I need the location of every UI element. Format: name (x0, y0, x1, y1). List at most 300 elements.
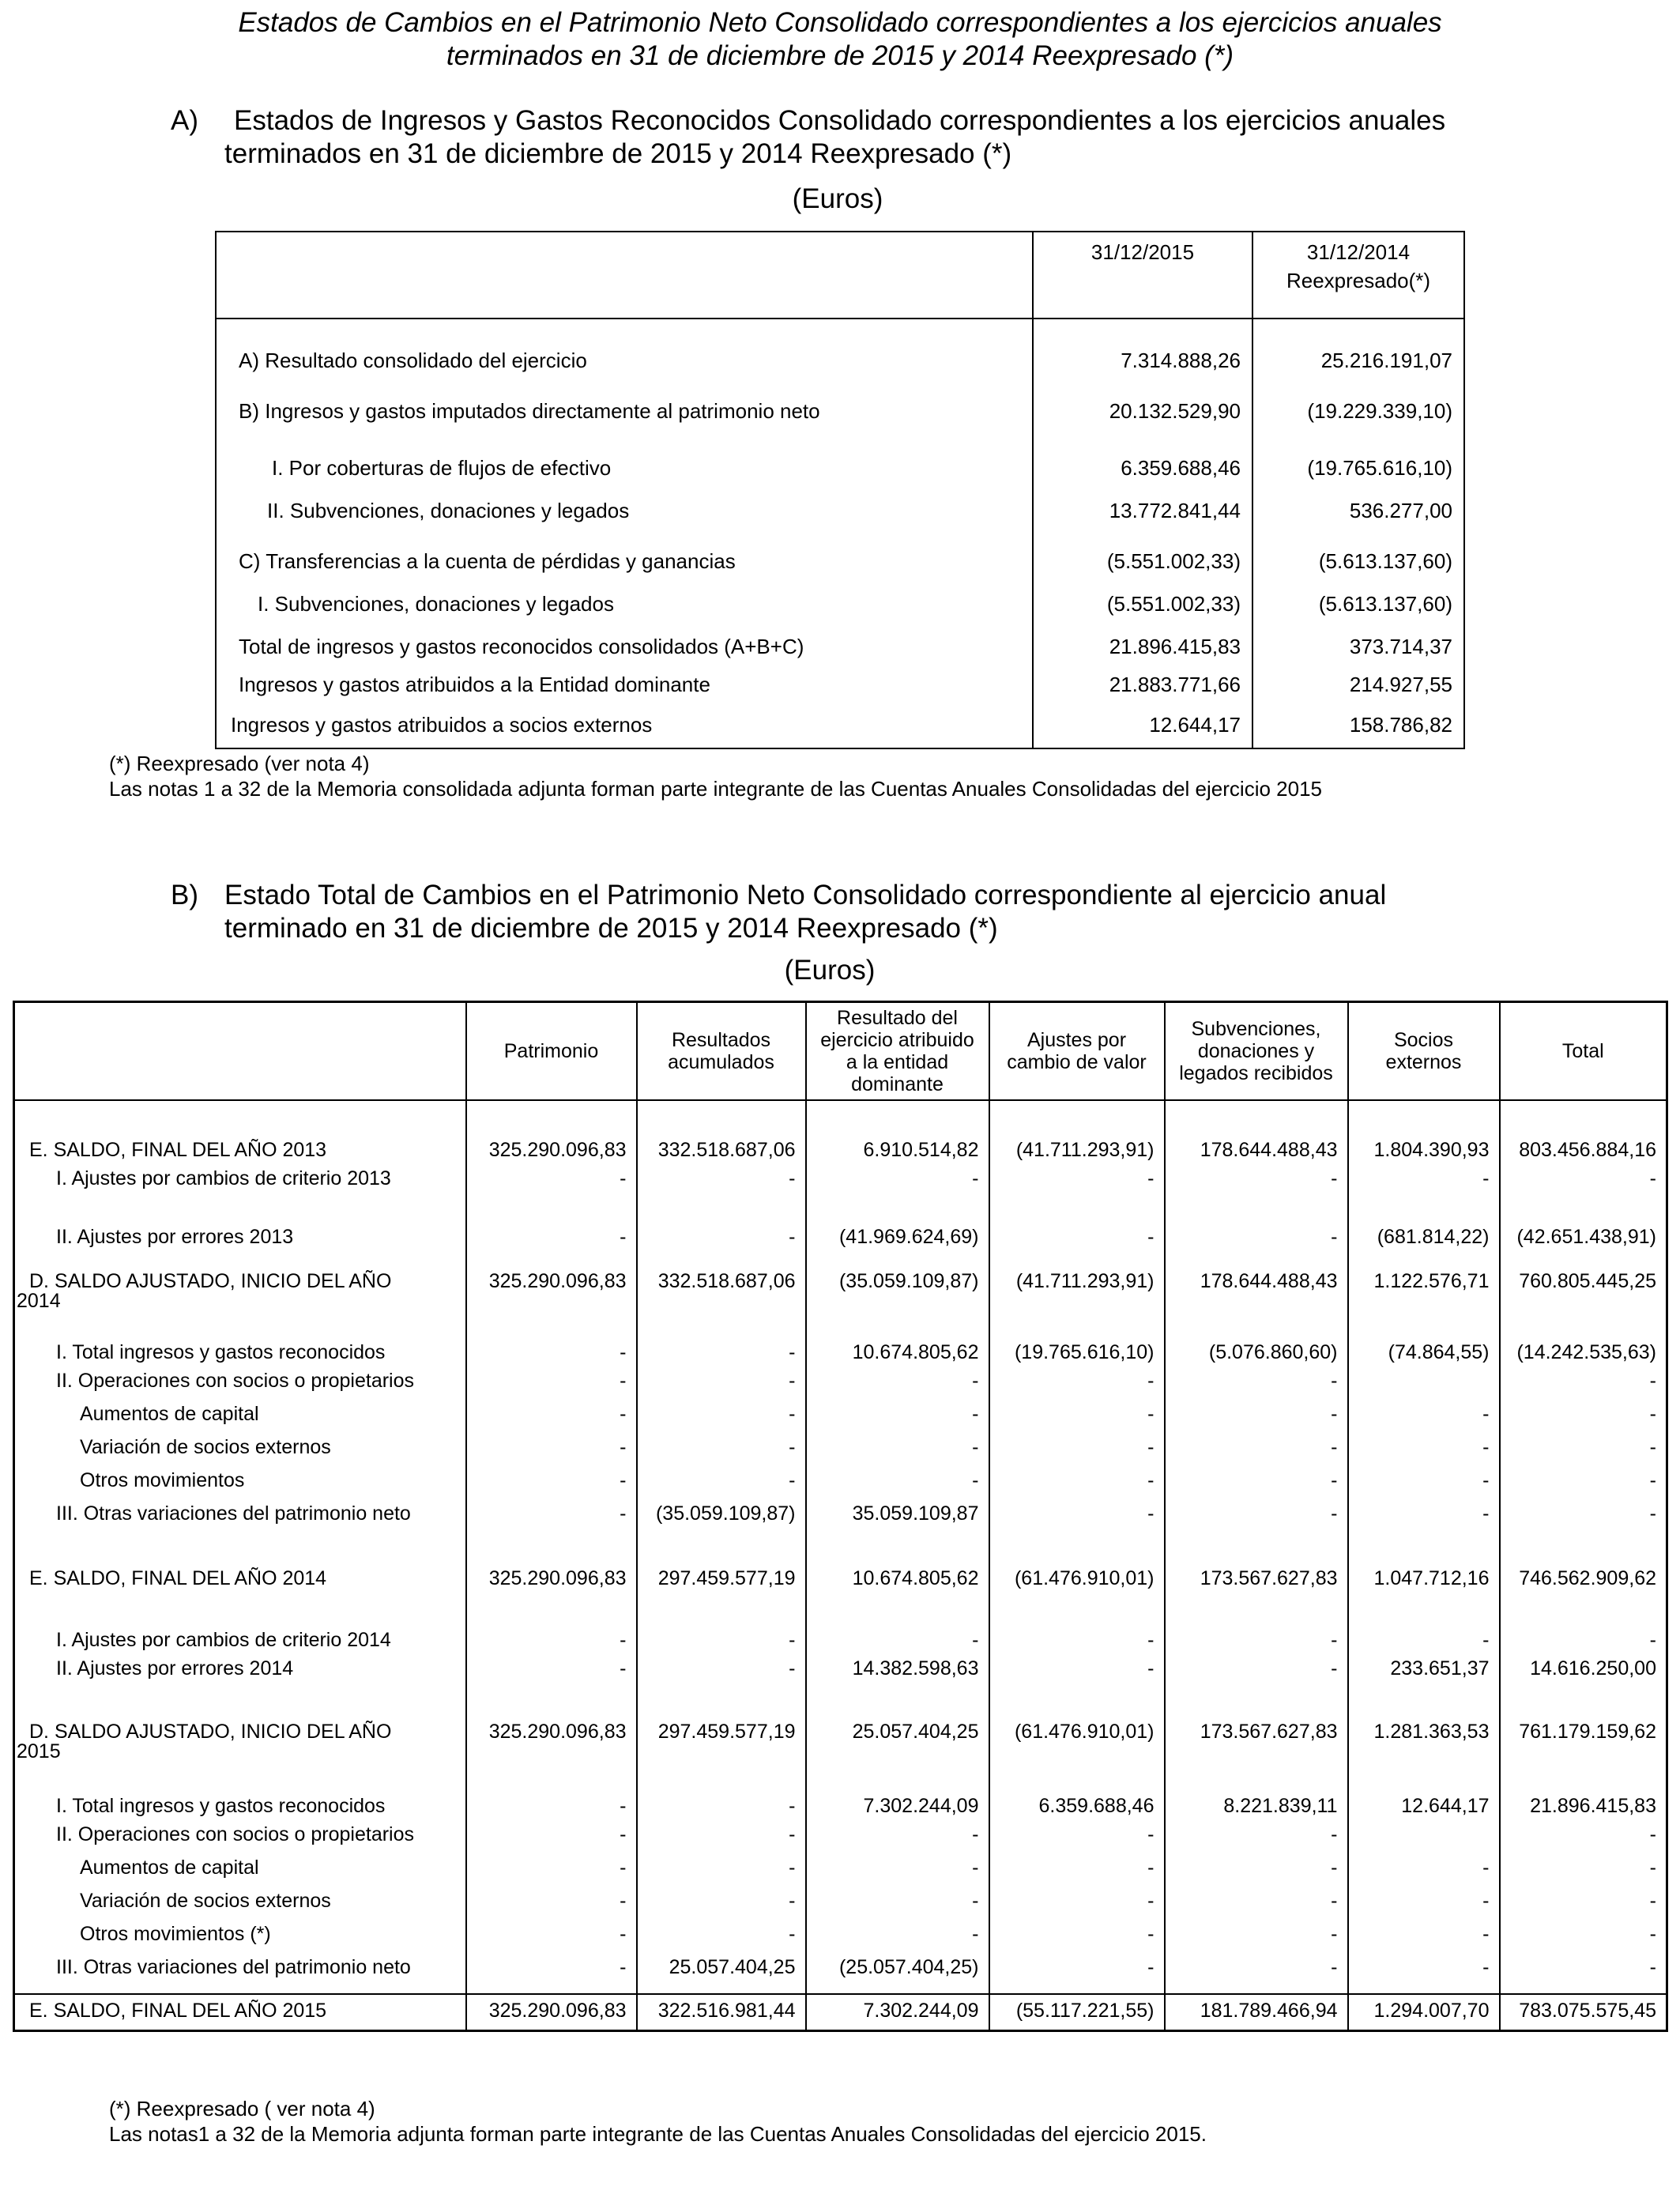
table-row (14, 1100, 1667, 1163)
row-label (14, 1431, 466, 1465)
col-header-text: Socios (1393, 1029, 1454, 1051)
row-label (14, 1163, 466, 1202)
cell-value: (41.969.624,69) (806, 1202, 989, 1250)
cell-value: 325.290.096,83 (466, 1250, 637, 1318)
section-a-notes (109, 751, 1322, 801)
cell-value: - (1348, 1918, 1500, 1951)
section-b-note-restated: (*) Reexpresado ( ver nota 4) (109, 2097, 375, 2120)
table-row (14, 1465, 1667, 1498)
cell-value: - (637, 1918, 806, 1951)
cell-value: (42.651.438,91) (1500, 1202, 1667, 1250)
cell-value: - (1348, 1398, 1500, 1431)
cell-value: 21.896.415,83 (1500, 1774, 1667, 1819)
cell-value: - (1348, 1885, 1500, 1918)
cell-value: - (1500, 1918, 1667, 1951)
col-header-text: ejercicio atribuido (820, 1029, 974, 1051)
row-label-line1: I. Total ingresos y gastos reconocidos (56, 1341, 386, 1363)
cell-value: - (1165, 1465, 1348, 1498)
row-label (14, 1918, 466, 1951)
cell-value: - (989, 1653, 1165, 1698)
table-row (14, 1819, 1667, 1852)
cell-value: - (1348, 1852, 1500, 1885)
cell-value (1348, 1819, 1500, 1852)
cell-2015: 7.314.888,26 (1033, 319, 1252, 379)
cell-value: - (1165, 1653, 1348, 1698)
table-row (14, 1918, 1667, 1951)
col-header-ajustes (989, 1002, 1165, 1101)
section-b-note-memoria: Las notas1 a 32 de la Memoria adjunta forman parte integrante de las Cuentas Anuales Consolidadas del ejercicio 2015. (109, 2122, 1207, 2146)
cell-value: - (1500, 1365, 1667, 1398)
row-label (14, 1551, 466, 1604)
row-label (14, 1202, 466, 1250)
row-label (14, 1250, 466, 1318)
row-label-line1: III. Otras variaciones del patrimonio neto (56, 1502, 411, 1525)
row-label: A) Resultado consolidado del ejercicio (216, 319, 1033, 379)
row-label (14, 1498, 466, 1551)
cell-value: - (989, 1951, 1165, 1994)
row-label-line1: Aumentos de capital (80, 1403, 259, 1425)
cell-value: (35.059.109,87) (806, 1250, 989, 1318)
cell-value: - (989, 1398, 1165, 1431)
cell-value: - (1165, 1365, 1348, 1398)
cell-value: - (637, 1398, 806, 1431)
cell-2015: 6.359.688,46 (1033, 429, 1252, 486)
cell-value: 332.518.687,06 (637, 1100, 806, 1163)
cell-value: - (466, 1852, 637, 1885)
table-row (216, 529, 1464, 579)
cell-value: - (989, 1918, 1165, 1951)
col-header-2015 (1033, 232, 1252, 319)
cell-value: 1.294.007,70 (1348, 1994, 1500, 2030)
cell-value: 173.567.627,83 (1165, 1698, 1348, 1774)
table-row (14, 1604, 1667, 1653)
cell-value: 10.674.805,62 (806, 1551, 989, 1604)
cell-value: - (989, 1885, 1165, 1918)
cell-value: - (989, 1431, 1165, 1465)
cell-value: - (1165, 1852, 1348, 1885)
cell-value: - (466, 1604, 637, 1653)
col-header-text: Resultados (671, 1029, 771, 1051)
cell-value: - (1500, 1604, 1667, 1653)
cell-2015: 20.132.529,90 (1033, 379, 1252, 429)
table-b-body (14, 1100, 1667, 2030)
row-label (14, 1951, 466, 1994)
cell-value: 35.059.109,87 (806, 1498, 989, 1551)
row-label (14, 1653, 466, 1698)
document-title-line1: Estados de Cambios en el Patrimonio Neto Consolidado correspondientes a los ejercicios anuales (238, 7, 1442, 38)
cell-value: - (1500, 1431, 1667, 1465)
cell-value: - (806, 1852, 989, 1885)
cell-value: 760.805.445,25 (1500, 1250, 1667, 1318)
cell-value: - (1348, 1951, 1500, 1994)
section-a-note-restated: (*) Reexpresado (ver nota 4) (109, 752, 370, 775)
row-label-line1: E. SALDO, FINAL DEL AÑO 2015 (29, 2000, 327, 2022)
cell-value: - (989, 1163, 1165, 1202)
cell-value: 332.518.687,06 (637, 1250, 806, 1318)
cell-value: 14.382.598,63 (806, 1653, 989, 1698)
cell-value: - (466, 1885, 637, 1918)
cell-2014: 373.714,37 (1252, 622, 1464, 665)
row-label-line1: E. SALDO, FINAL DEL AÑO 2013 (29, 1139, 327, 1161)
table-row (14, 1431, 1667, 1465)
cell-value: (55.117.221,55) (989, 1994, 1165, 2030)
cell-value: - (1165, 1398, 1348, 1431)
row-label: II. Subvenciones, donaciones y legados (216, 486, 1033, 529)
cell-value: - (1165, 1431, 1348, 1465)
cell-value: - (466, 1431, 637, 1465)
cell-value: - (466, 1918, 637, 1951)
cell-value: 7.302.244,09 (806, 1774, 989, 1819)
row-label: B) Ingresos y gastos imputados directamente al patrimonio neto (216, 379, 1033, 429)
cell-value: - (1165, 1951, 1348, 1994)
cell-value: (5.076.860,60) (1165, 1318, 1348, 1365)
section-b-units: (Euros) (784, 955, 876, 986)
table-row (216, 429, 1464, 486)
cell-value: - (637, 1318, 806, 1365)
cell-2015: 13.772.841,44 (1033, 486, 1252, 529)
section-a-heading (171, 104, 1633, 175)
cell-value: - (1348, 1465, 1500, 1498)
col-header-text: legados recibidos (1179, 1062, 1333, 1084)
cell-value: 25.057.404,25 (637, 1951, 806, 1994)
table-row (216, 665, 1464, 703)
row-label: C) Transferencias a la cuenta de pérdidas y ganancias (216, 529, 1033, 579)
row-label-line1: II. Operaciones con socios o propietarios (56, 1823, 415, 1845)
cell-value: 297.459.577,19 (637, 1698, 806, 1774)
cell-value: - (1165, 1918, 1348, 1951)
cell-value: 233.651,37 (1348, 1653, 1500, 1698)
table-row (14, 1653, 1667, 1698)
col-header-resultados (637, 1002, 806, 1101)
cell-value: - (466, 1365, 637, 1398)
row-label-line1: Variación de socios externos (80, 1436, 331, 1458)
cell-value: 803.456.884,16 (1500, 1100, 1667, 1163)
row-label-line1: Otros movimientos (80, 1469, 245, 1491)
cell-value: - (806, 1398, 989, 1431)
cell-value: (61.476.910,01) (989, 1698, 1165, 1774)
cell-value: 746.562.909,62 (1500, 1551, 1667, 1604)
cell-value: 10.674.805,62 (806, 1318, 989, 1365)
cell-value: - (1500, 1163, 1667, 1202)
cell-value: - (806, 1465, 989, 1498)
table-row (216, 703, 1464, 748)
cell-value: - (1348, 1604, 1500, 1653)
row-label-line1: D. SALDO AJUSTADO, INICIO DEL AÑO (29, 1270, 392, 1292)
cell-value: (41.711.293,91) (989, 1100, 1165, 1163)
table-row (216, 379, 1464, 429)
cell-value: - (637, 1202, 806, 1250)
cell-value: - (989, 1604, 1165, 1653)
row-label-line1: E. SALDO, FINAL DEL AÑO 2014 (29, 1567, 327, 1589)
table-row (14, 1365, 1667, 1398)
col-header-text: Total (1561, 1040, 1604, 1062)
col-header-text: Ajustes por (1026, 1029, 1127, 1051)
cell-value: 1.122.576,71 (1348, 1250, 1500, 1318)
table-row (14, 1498, 1667, 1551)
cell-2015: 21.896.415,83 (1033, 622, 1252, 665)
cell-value: - (1500, 1498, 1667, 1551)
cell-value: (35.059.109,87) (637, 1498, 806, 1551)
col-header-text: acumulados (668, 1051, 774, 1073)
cell-value: - (1165, 1163, 1348, 1202)
table-row (14, 1318, 1667, 1365)
col-header-2015-text: 31/12/2015 (1090, 240, 1195, 264)
col-header-text: a la entidad (846, 1051, 949, 1073)
cell-value: - (1348, 1431, 1500, 1465)
table-row (14, 1994, 1667, 2030)
cell-value: 6.359.688,46 (989, 1774, 1165, 1819)
col-header-subvenciones (1165, 1002, 1348, 1101)
cell-2015: 21.883.771,66 (1033, 665, 1252, 703)
row-label (14, 1698, 466, 1774)
cell-value: - (1500, 1951, 1667, 1994)
cell-value: 8.221.839,11 (1165, 1774, 1348, 1819)
cell-value: 297.459.577,19 (637, 1551, 806, 1604)
row-label-line2: 2014 (17, 1290, 61, 1312)
section-a-title-line2: terminados en 31 de diciembre de 2015 y 2014 Reexpresado (*) (224, 138, 1012, 169)
row-label (14, 1365, 466, 1398)
row-label (14, 1774, 466, 1819)
col-header-socios (1348, 1002, 1500, 1101)
row-label-line1: III. Otras variaciones del patrimonio neto (56, 1956, 411, 1978)
cell-value: - (637, 1885, 806, 1918)
cell-2014: 158.786,82 (1252, 703, 1464, 748)
cell-value: 181.789.466,94 (1165, 1994, 1348, 2030)
cell-value: 325.290.096,83 (466, 1698, 637, 1774)
col-header-text: cambio de valor (1007, 1051, 1147, 1073)
cell-value: - (466, 1653, 637, 1698)
cell-value: - (466, 1202, 637, 1250)
cell-value: (14.242.535,63) (1500, 1318, 1667, 1365)
cell-2015: (5.551.002,33) (1033, 579, 1252, 622)
table-row (14, 1852, 1667, 1885)
table-row (14, 1951, 1667, 1994)
cell-value: (41.711.293,91) (989, 1250, 1165, 1318)
cell-value: - (637, 1653, 806, 1698)
cell-value: - (989, 1819, 1165, 1852)
cell-value: 783.075.575,45 (1500, 1994, 1667, 2030)
table-row (14, 1202, 1667, 1250)
cell-value: 178.644.488,43 (1165, 1250, 1348, 1318)
row-label (14, 1852, 466, 1885)
cell-value: - (989, 1202, 1165, 1250)
cell-value: - (466, 1465, 637, 1498)
col-header-patrimonio (466, 1002, 637, 1101)
row-label-line1: D. SALDO AJUSTADO, INICIO DEL AÑO (29, 1721, 392, 1743)
cell-value: - (637, 1819, 806, 1852)
row-label: I. Subvenciones, donaciones y legados (216, 579, 1033, 622)
section-a-letter: A) (171, 105, 198, 136)
cell-value: - (1500, 1819, 1667, 1852)
cell-value: - (637, 1465, 806, 1498)
col-header-2014 (1252, 232, 1464, 319)
cell-value: - (989, 1465, 1165, 1498)
row-label (14, 1819, 466, 1852)
cell-value: 322.516.981,44 (637, 1994, 806, 2030)
document-title (0, 6, 1680, 73)
cell-value: 173.567.627,83 (1165, 1551, 1348, 1604)
cell-value: 1.804.390,93 (1348, 1100, 1500, 1163)
cell-value: - (806, 1819, 989, 1852)
col-header-text: Resultado del (837, 1007, 958, 1029)
cell-value: - (806, 1431, 989, 1465)
cell-2014: (19.765.616,10) (1252, 429, 1464, 486)
cell-value: 761.179.159,62 (1500, 1698, 1667, 1774)
row-label (14, 1465, 466, 1498)
cell-value: - (466, 1398, 637, 1431)
cell-value: - (466, 1498, 637, 1551)
cell-value: - (466, 1774, 637, 1819)
row-label (14, 1885, 466, 1918)
cell-value: - (1500, 1852, 1667, 1885)
table-row (14, 1698, 1667, 1774)
section-b-title-line1: Estado Total de Cambios en el Patrimonio Neto Consolidado correspondiente al ejercicio anual (224, 880, 1387, 910)
cell-value: 1.047.712,16 (1348, 1551, 1500, 1604)
table-row (14, 1551, 1667, 1604)
table-b-header (14, 1002, 1667, 1101)
section-a-units: (Euros) (792, 183, 883, 214)
cell-value: - (1165, 1885, 1348, 1918)
row-label (14, 1994, 466, 2030)
col-header-text: dominante (851, 1073, 944, 1095)
cell-value: - (806, 1885, 989, 1918)
cell-value: - (637, 1163, 806, 1202)
cell-value: - (989, 1365, 1165, 1398)
cell-value: - (806, 1918, 989, 1951)
row-label-line1: Aumentos de capital (80, 1857, 259, 1879)
cell-value: - (989, 1852, 1165, 1885)
cell-2014: 214.927,55 (1252, 665, 1464, 703)
table-a-header-label (216, 232, 1033, 319)
col-header-text: externos (1385, 1051, 1462, 1073)
table-row (14, 1398, 1667, 1431)
cell-value: 6.910.514,82 (806, 1100, 989, 1163)
cell-2014: 536.277,00 (1252, 486, 1464, 529)
row-label (14, 1318, 466, 1365)
cell-value: (25.057.404,25) (806, 1951, 989, 1994)
cell-value (1348, 1365, 1500, 1398)
cell-value: 178.644.488,43 (1165, 1100, 1348, 1163)
cell-value: 25.057.404,25 (806, 1698, 989, 1774)
cell-value: - (1165, 1819, 1348, 1852)
section-b-title (224, 879, 1386, 945)
cell-value: - (466, 1318, 637, 1365)
cell-value: (681.814,22) (1348, 1202, 1500, 1250)
row-label-line1: Variación de socios externos (80, 1890, 331, 1912)
equity-changes-table (13, 1001, 1668, 2032)
cell-value: - (1348, 1163, 1500, 1202)
col-header-2014-line2: Reexpresado(*) (1286, 269, 1431, 292)
cell-2015: 12.644,17 (1033, 703, 1252, 748)
table-row (216, 579, 1464, 622)
cell-value: - (637, 1604, 806, 1653)
table-row (216, 622, 1464, 665)
section-b-title-line2: terminado en 31 de diciembre de 2015 y 2014 Reexpresado (*) (224, 913, 998, 944)
row-label-line1: II. Ajustes por errores 2014 (56, 1657, 294, 1679)
col-header-text: Subvenciones, (1191, 1018, 1321, 1040)
cell-value: - (637, 1365, 806, 1398)
document-title-line2: terminados en 31 de diciembre de 2015 y 2014 Reexpresado (*) (446, 40, 1234, 71)
header-blank (14, 1002, 466, 1101)
row-label-line2: 2015 (17, 1740, 61, 1762)
cell-value: - (466, 1163, 637, 1202)
cell-value: - (1165, 1604, 1348, 1653)
cell-value: - (1500, 1465, 1667, 1498)
cell-value: - (806, 1365, 989, 1398)
row-label: I. Por coberturas de flujos de efectivo (216, 429, 1033, 486)
cell-value: 12.644,17 (1348, 1774, 1500, 1819)
cell-value: - (989, 1498, 1165, 1551)
cell-value: (74.864,55) (1348, 1318, 1500, 1365)
cell-value: - (1165, 1202, 1348, 1250)
cell-value: - (1500, 1398, 1667, 1431)
row-label: Ingresos y gastos atribuidos a socios externos (216, 703, 1033, 748)
cell-value: 325.290.096,83 (466, 1994, 637, 2030)
section-b-heading (171, 879, 1633, 950)
section-a-title (224, 104, 1446, 171)
cell-value: - (637, 1431, 806, 1465)
cell-value: 14.616.250,00 (1500, 1653, 1667, 1698)
row-label-line1: I. Ajustes por cambios de criterio 2014 (56, 1629, 391, 1651)
section-a-note-memoria: Las notas 1 a 32 de la Memoria consolidada adjunta forman parte integrante de las Cuentas Anuales Consolidadas del ejercicio 2015 (109, 777, 1322, 801)
row-label-line1: I. Ajustes por cambios de criterio 2013 (56, 1167, 391, 1189)
row-label-line1: Otros movimientos (*) (80, 1923, 271, 1945)
cell-value: 325.290.096,83 (466, 1551, 637, 1604)
cell-2015: (5.551.002,33) (1033, 529, 1252, 579)
cell-2014: (19.229.339,10) (1252, 379, 1464, 429)
cell-value: 7.302.244,09 (806, 1994, 989, 2030)
cell-2014: (5.613.137,60) (1252, 579, 1464, 622)
table-row (216, 486, 1464, 529)
col-header-resultado-ejercicio (806, 1002, 989, 1101)
row-label-line1: II. Operaciones con socios o propietarios (56, 1370, 415, 1392)
cell-value: - (1165, 1498, 1348, 1551)
cell-value: (19.765.616,10) (989, 1318, 1165, 1365)
cell-value: - (637, 1774, 806, 1819)
table-row (14, 1774, 1667, 1819)
col-header-text: Patrimonio (503, 1040, 599, 1062)
cell-value: - (806, 1163, 989, 1202)
col-header-text: donaciones y (1197, 1040, 1315, 1062)
cell-2014: 25.216.191,07 (1252, 319, 1464, 379)
row-label-line1: I. Total ingresos y gastos reconocidos (56, 1795, 386, 1817)
cell-value: - (806, 1604, 989, 1653)
table-a-header (216, 232, 1464, 319)
table-row (14, 1885, 1667, 1918)
section-a-title-line1: Estados de Ingresos y Gastos Reconocidos Consolidado correspondientes a los ejercicios anuales (234, 105, 1446, 136)
cell-value: - (1348, 1498, 1500, 1551)
cell-value: (61.476.910,01) (989, 1551, 1165, 1604)
row-label: Ingresos y gastos atribuidos a la Entidad dominante (216, 665, 1033, 703)
section-b-notes (109, 2096, 1207, 2147)
section-b-letter: B) (171, 880, 198, 910)
row-label (14, 1604, 466, 1653)
row-label: Total de ingresos y gastos reconocidos consolidados (A+B+C) (216, 622, 1033, 665)
col-header-total (1500, 1002, 1667, 1101)
cell-value: - (1500, 1885, 1667, 1918)
cell-value: - (466, 1819, 637, 1852)
cell-value: - (466, 1951, 637, 1994)
cell-value: 1.281.363,53 (1348, 1698, 1500, 1774)
table-row (14, 1250, 1667, 1318)
cell-value: 325.290.096,83 (466, 1100, 637, 1163)
col-header-2014-line1: 31/12/2014 (1306, 240, 1411, 264)
table-row (14, 1163, 1667, 1202)
income-expense-table (215, 231, 1465, 749)
row-label-line1: II. Ajustes por errores 2013 (56, 1226, 294, 1248)
row-label (14, 1398, 466, 1431)
cell-value: - (637, 1852, 806, 1885)
